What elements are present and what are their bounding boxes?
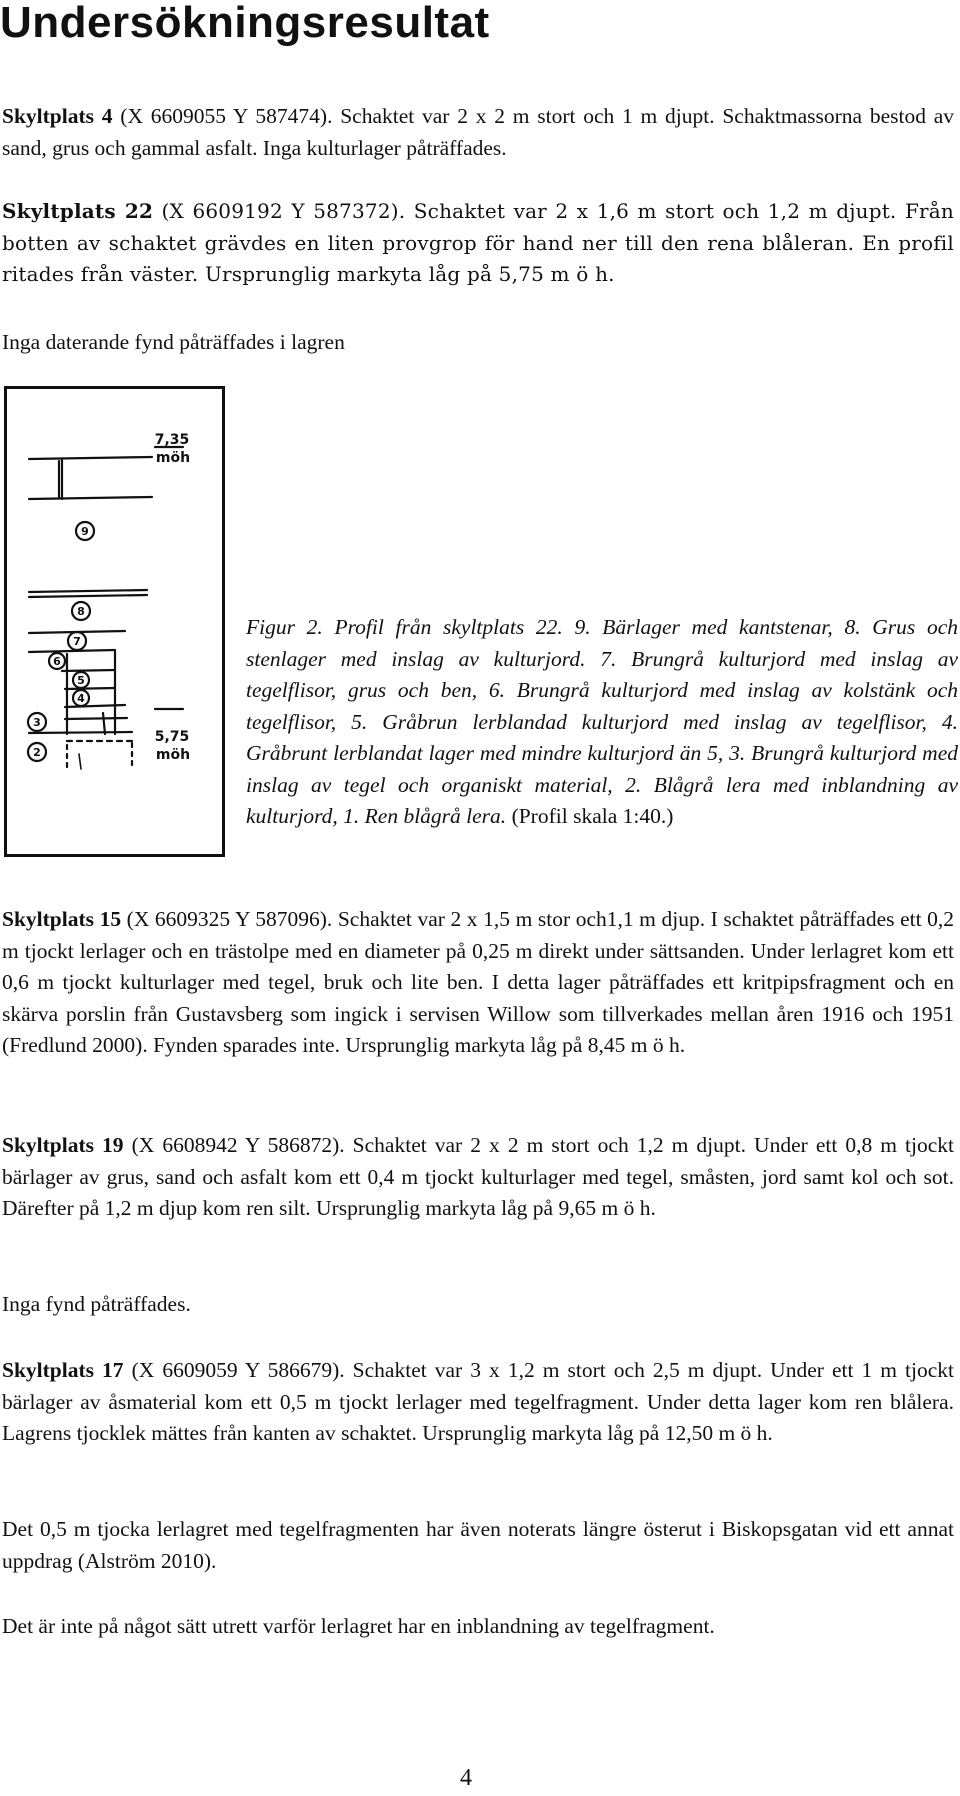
profile-drawing <box>4 386 225 857</box>
site-coordinates: (X 6609055 Y 587474). <box>120 104 333 128</box>
caption-scale: (Profil skala 1:40.) <box>506 804 674 828</box>
level-label-bottom: 5,75 <box>154 729 190 745</box>
paragraph-text: Schaktet var 2 x 2 m stort och 1 m djupt. Schaktmassorna bestod av sand, grus och gammal asfalt. Inga kulturlager påträffades. <box>2 104 954 160</box>
level-label-top: 7,35 <box>154 432 190 448</box>
site-name: Skyltplats 15 <box>2 907 122 931</box>
layer-number: 3 <box>33 716 41 729</box>
page-title: Undersökningsresultat <box>0 0 490 47</box>
paragraph-skyltplats-22 <box>2 196 954 291</box>
paragraph-text: Schaktet var 2 x 1,6 m stort och 1,2 m djupt. Från botten av schaktet grävdes en liten provgrop för hand ner till den rena blåleran. En profil ritades från väster. <box>2 199 954 286</box>
paragraph-skyltplats-4 <box>2 101 954 164</box>
paragraph-skyltplats-17 <box>2 1355 954 1450</box>
paragraph-conclusion: Det är inte på något sätt utrett varför lerlagret har en inblandning av tegelfragment. <box>2 1614 715 1638</box>
paragraph-text: Schaktet var 2 x 2 m stort och 1,2 m djupt. Under ett 0,8 m tjockt bärlager av grus, sand och asfalt kom ett 0,4 m tjockt kulturlager med tegel, småsten, jord samt kol och sot. Därefter på 1,2 m djup kom ren silt. Ursprunglig markyta låg på 9,65 m ö h. <box>2 1133 954 1220</box>
site-coordinates: (X 6608942 Y 586872). <box>131 1133 345 1157</box>
page-number: 4 <box>460 1765 472 1791</box>
level-unit-top: möh <box>155 450 191 466</box>
site-name: Skyltplats 19 <box>2 1133 124 1157</box>
site-name: Skyltplats 22 <box>2 199 154 223</box>
paragraph-skyltplats-15 <box>2 904 954 1062</box>
figure-caption <box>246 612 958 833</box>
paragraph-no-finds-2: Inga fynd påträffades. <box>2 1292 191 1316</box>
profile-sketch <box>7 389 222 854</box>
site-coordinates: (X 6609192 Y 587372). <box>161 199 406 223</box>
paragraph-clay-layer: Det 0,5 m tjocka lerlagret med tegelfragmenten har även noterats längre österut i Biskopsgatan vid ett annat uppdrag (Alström 2010). <box>2 1517 954 1573</box>
paragraph-text: Schaktet var 3 x 1,2 m stort och 2,5 m djupt. Under ett 1 m tjockt bärlager av åsmaterial kom ett 0,5 m tjockt lerlager med tegelfragment. Under detta lager kom ren blålera. Lagrens tjocklek mättes från kanten av schaktet. Ursprunglig markyta låg på 12,50 m ö h. <box>2 1358 954 1445</box>
paragraph-skyltplats-19 <box>2 1130 954 1225</box>
layer-number: 7 <box>73 635 81 648</box>
paragraph-no-finds: Inga daterande fynd påträffades i lagren <box>2 330 345 354</box>
site-coordinates: (X 6609325 Y 587096). <box>126 907 333 931</box>
site-name: Skyltplats 4 <box>2 104 113 128</box>
layer-number: 2 <box>33 746 41 759</box>
layer-line <box>29 497 152 499</box>
site-name: Skyltplats 17 <box>2 1358 124 1382</box>
paragraph-text-2: Ursprunglig markyta låg på 5,75 m ö h. <box>198 262 615 286</box>
layer-line <box>29 457 152 459</box>
layer-number: 8 <box>77 605 85 618</box>
site-coordinates: (X 6609059 Y 586679). <box>131 1358 345 1382</box>
layer-number: 6 <box>53 655 61 668</box>
paragraph-text: Schaktet var 2 x 1,5 m stor och1,1 m djup. I schaktet påträffades ett 0,2 m tjockt lerlager och en trästolpe med en diameter på 0,25 m direkt under sättsanden. Under lerlagret kom ett 0,6 m tjockt kulturlager med tegel, bruk och lite ben. I detta lager påträffades ett kritpipsfragment och en skärva porslin från Gustavsberg som ingick i servisen Willow som tillverkades mellan åren 1916 och 1951 (Fredlund 2000). Fynden sparades inte. Ursprunglig markyta låg på 8,45 m ö h. <box>2 907 954 1057</box>
layer-number: 5 <box>77 674 85 687</box>
caption-text: Figur 2. Profil från skyltplats 22. 9. Bärlager med kantstenar, 8. Grus och stenlager med inslag av kulturjord. 7. Brungrå kulturjord med inslag av tegelflisor, grus och ben, 6. Brungrå kulturjord med inslag av kolstänk och tegelflisor, 5. Gråbrun lerblandad kulturjord med inslag av tegelflisor, 4. Gråbrunt lerblandat lager med mindre kulturjord än 5, 3. Brungrå kulturjord med inslag av tegel och organiskt material, 2. Blågrå lera med inblandning av kulturjord, 1. Ren blågrå lera. <box>246 615 958 828</box>
level-unit-bottom: möh <box>155 747 191 763</box>
layer-number: 4 <box>77 692 85 705</box>
layer-number: 9 <box>81 525 89 538</box>
